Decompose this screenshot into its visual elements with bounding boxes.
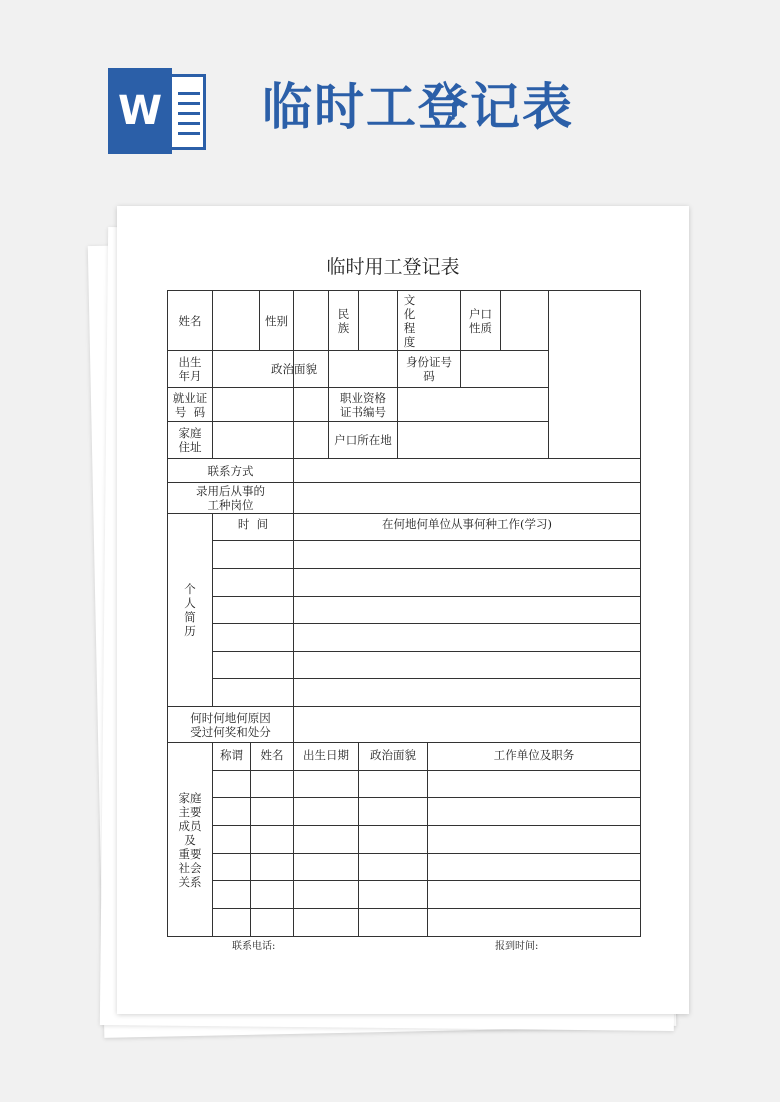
label-family-name: 姓名 bbox=[260, 748, 284, 762]
word-letter-icon: W bbox=[108, 68, 172, 154]
label-education: 文 化 程 度 bbox=[403, 292, 416, 349]
label-resume-time: 时 间 bbox=[237, 517, 269, 531]
label-birth-date: 出生日期 bbox=[303, 748, 349, 762]
label-home-address: 家庭 住址 bbox=[178, 426, 202, 454]
label-resume-where: 在何地何单位从事何种工作(学习) bbox=[382, 517, 552, 531]
footer-report-time: 报到时间: bbox=[495, 941, 539, 952]
label-political: 政治面貌 bbox=[271, 362, 317, 376]
page-title: 临时工登记表 bbox=[262, 78, 574, 136]
label-resume: 个 人 简 历 bbox=[184, 582, 196, 638]
label-family: 家庭 主要 成员 及 重要 社会 关系 bbox=[178, 790, 202, 889]
label-work-unit: 工作单位及职务 bbox=[493, 748, 575, 762]
label-contact: 联系方式 bbox=[207, 463, 254, 478]
form-title: 临时用工登记表 bbox=[326, 256, 460, 278]
label-name: 姓名 bbox=[178, 313, 202, 328]
label-relation: 称谓 bbox=[220, 748, 243, 762]
label-hukou-type: 户口 性质 bbox=[469, 306, 492, 335]
label-qualification-cert: 职业资格 证书编号 bbox=[340, 390, 386, 419]
label-gender: 性别 bbox=[265, 313, 288, 328]
label-id-number: 身份证号 码 bbox=[406, 355, 452, 383]
footer-phone: 联系电话: bbox=[232, 941, 276, 952]
label-employment-cert: 就业证 号 码 bbox=[172, 390, 208, 419]
label-family-political: 政治面貌 bbox=[370, 748, 416, 762]
label-awards: 何时何地何原因 受过何奖和处分 bbox=[190, 710, 271, 739]
label-ethnicity: 民族 bbox=[337, 306, 350, 335]
label-job-after-hire: 录用后从事的 工种岗位 bbox=[196, 484, 265, 512]
label-birth: 出生 年月 bbox=[178, 355, 202, 383]
label-hukou-location: 户口所在地 bbox=[334, 433, 392, 447]
